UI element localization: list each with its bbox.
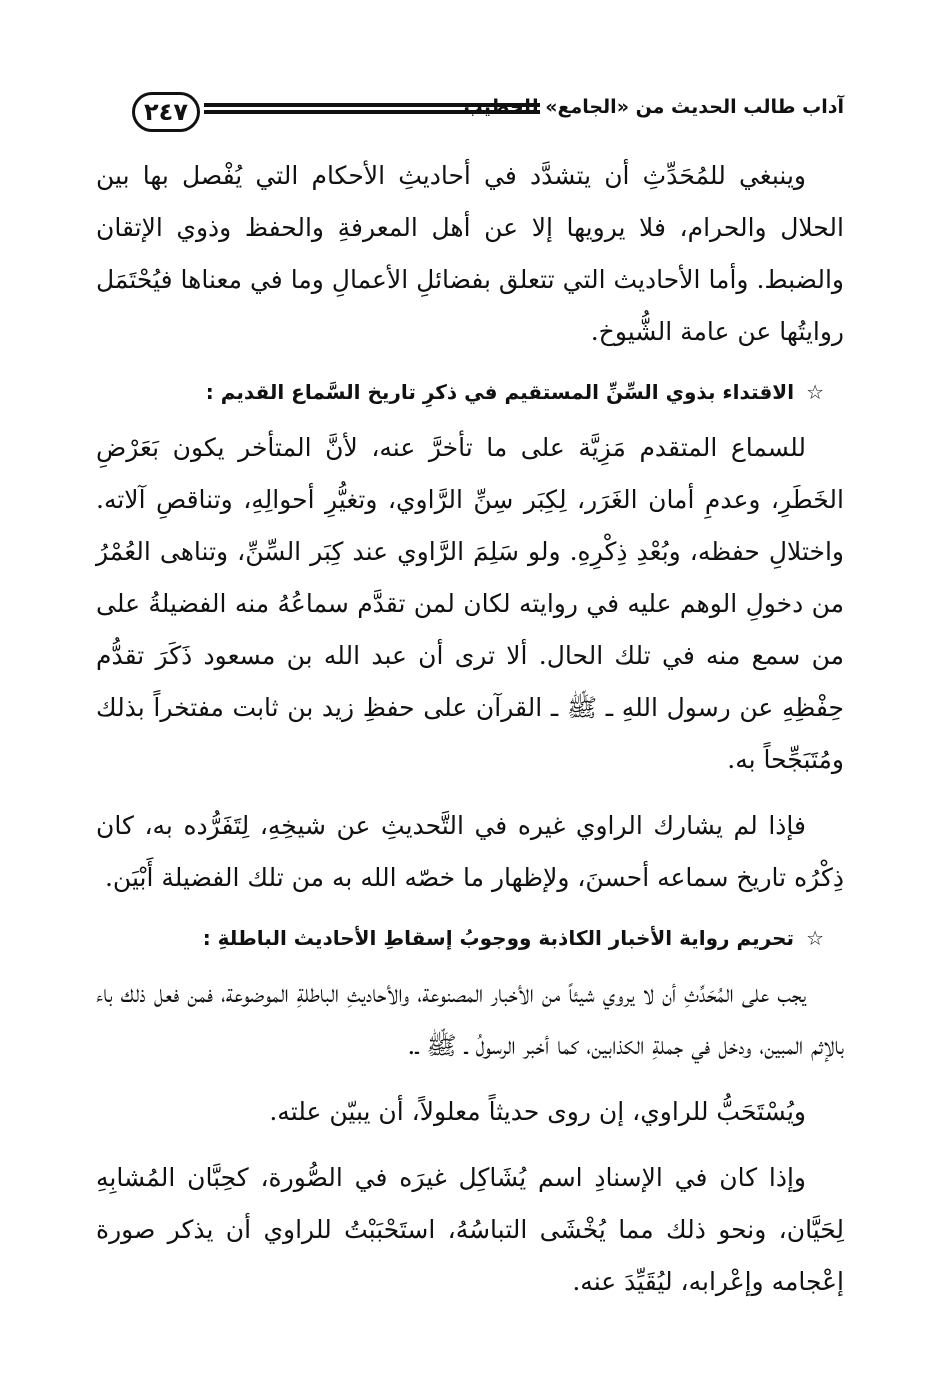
paragraph-forged-hadith: يجب على المُحَدِّثِ أن لا يروي شيئاً من الأخبار المصنوعة، والأحاديثِ الباطلةِ الموضوعة، فمن فعل ذلك باء بالإثم المبين، ودخل في جملةِ الكذابين، كما أخبر الرسولُ ـ ﷺ ـ. (96, 979, 844, 1060)
paragraph-sole-narrator: فإذا لم يشارك الراوي غيره في التَّحديثِ عن شيخِهِ، لِتَفَرُّده به، كان ذِكْرُه تاريخ سماعه أحسنَ، ولإظهار ما خصّه الله به من تلك الفضيلة أَبْيَن. (96, 811, 844, 892)
section-heading-false-reports (96, 918, 844, 958)
star-icon: ☆ (806, 926, 824, 950)
paragraph-similar-names: وإذا كان في الإسنادِ اسم يُشَاكِل غيرَه في الصُّورة، كحِبَّان المُشابِهِ لِحَيَّان، ونحو ذلك مما يُخْشَى التباسُهُ، استَحْبَبْتُ للراوي أن يذكر صورة إعْجامه وإعْرابه، ليُقَيِّدَ عنه. (96, 1163, 844, 1296)
page-body (96, 150, 844, 1308)
paragraph-defective-hadith: ويُسْتَحَبُّ للراوي، إن روى حديثاً معلولاً، أن يبيّن علته. (269, 1097, 806, 1126)
section-heading-text: تحريم رواية الأخبار الكاذبة ووجوبُ إسقاطِ الأحاديث الباطلةِ : (202, 926, 795, 950)
star-icon: ☆ (806, 380, 824, 404)
paragraph-early-hearing: للسماع المتقدم مَزِيَّة على ما تأخرَّ عنه، لأنَّ المتأخر يكون بَعَرْضِ الخَطَرِ، وعدمِ أمان الغَرَر، لِكِبَر سِنِّ الرَّاوي، وتغيُّرِ أحوالِهِ، وتناقصِ آلاته. واختلالِ حفظه، وبُعْدِ ذِكْرِهِ. ولو سَلِمَ الرَّاوي عند كِبَر السِّنِّ، وتناهى العُمْرُ من دخولِ الوهم عليه في روايته لكان لمن تقدَّم سماعُهُ منه الفضيلةُ على من سمع منه في تلك الحال. ألا ترى أن عبد الله بن مسعود ذَكَرَ تقدُّم حِفْظِهِ عن رسول اللهِ ـ ﷺ ـ القرآن على حفظِ زيد بن ثابت مفتخراً بذلك ومُتَبَجِّحاً به. (96, 433, 844, 774)
page-number-badge: ٢٤٧ (132, 92, 200, 132)
section-heading-text: الاقتداء بذوي السِّنِّ المستقيم في ذكرِ تاريخ السَّماع القديم : (205, 380, 795, 404)
section-heading-early-hearing (96, 372, 844, 412)
running-header (132, 92, 844, 132)
running-title: آداب طالب الحديث من «الجامع» للخطيب (463, 96, 844, 118)
paragraph-hadith-ahkam: وينبغي للمُحَدِّثِ أن يتشدَّد في أحاديثِ الأحكام التي يُفْصل بها بين الحلال والحرام، فلا يرويها إلا عن أهل المعرفةِ والحفظ وذوي الإتقان والضبط. وأما الأحاديث التي تتعلق بفضائلِ الأعمالِ وما في معناها فيُحْتَمَل روايتُها عن عامة الشُّيوخ. (96, 161, 844, 346)
